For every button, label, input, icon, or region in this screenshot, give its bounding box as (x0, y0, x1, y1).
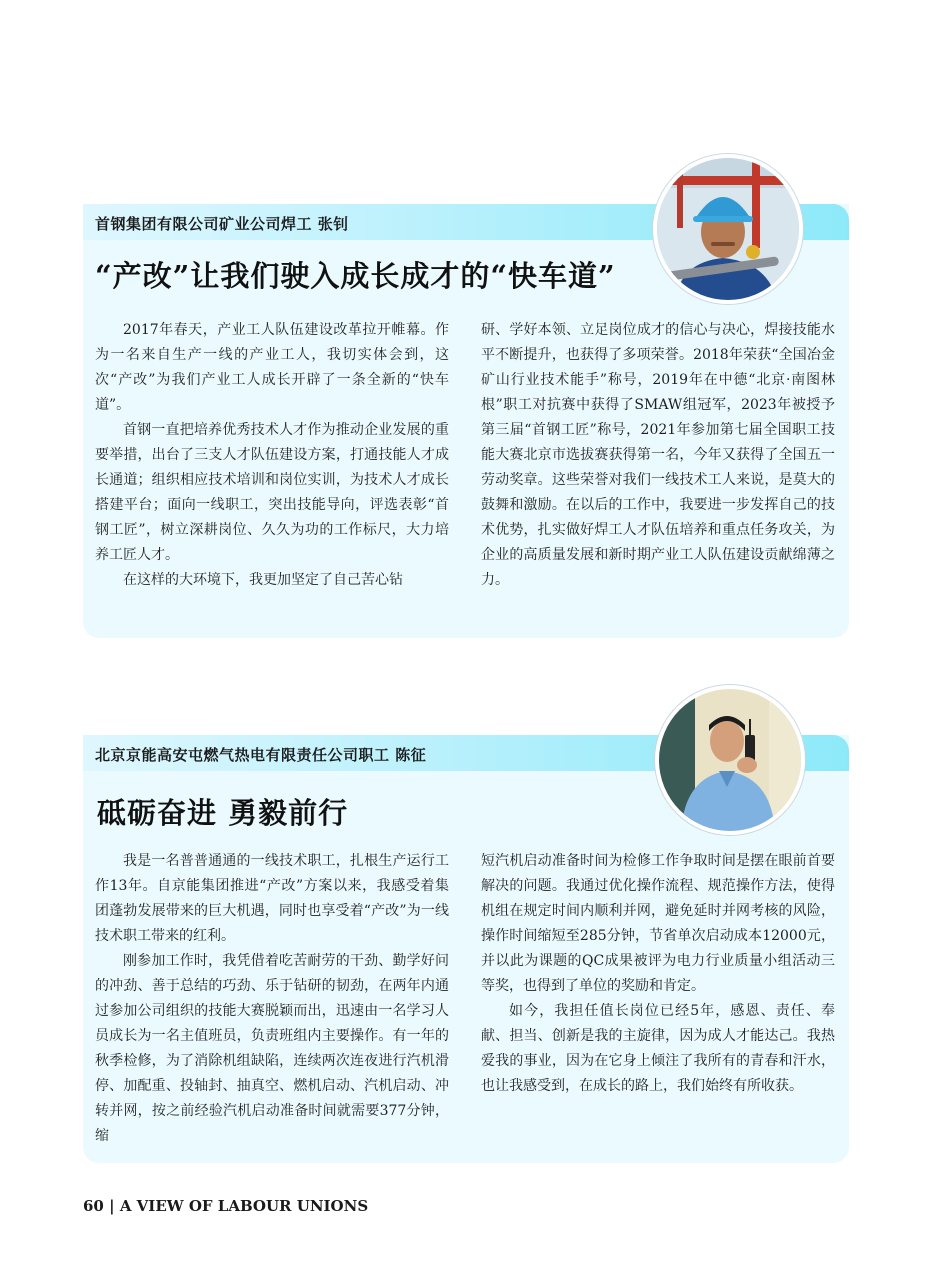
paragraph: 短汽机启动准备时间为检修工作争取时间是摆在眼前首要解决的问题。我通过优化操作流程、规范操作方法，使得机组在规定时间内顺利并网，避免延时并网考核的风险，操作时间缩短至285分钟，节省单次启动成本12000元，并以此为课题的QC成果被评为电力行业质量小组活动三等奖，也得到了单位的奖励和肯定。 (481, 853, 835, 994)
footer-separator: | (109, 1197, 115, 1215)
article-headline: “产改”让我们驶入成长成才的“快车道” (95, 259, 616, 293)
author-photo-operator (655, 685, 805, 835)
paragraph: 如今，我担任值长岗位已经5年，感恩、责任、奉献、担当、创新是我的主旋律，因为成人才能达己。我热爱我的事业，因为在它身上倾注了我所有的青春和汗水，也让我感受到，在成长的路上，我们始终有所收获。 (481, 1003, 835, 1094)
author-line: 首钢集团有限公司矿业公司焊工 张钊 (95, 215, 349, 233)
paragraph: 我是一名普普通通的一线技术职工，扎根生产运行工作13年。自京能集团推进“产改”方案以来，我感受着集团蓬勃发展带来的巨大机遇，同时也享受着“产改”为一线技术职工带来的红利。 (95, 853, 449, 944)
page-footer (83, 1197, 368, 1215)
magazine-name: A VIEW OF LABOUR UNIONS (119, 1197, 369, 1215)
paragraph: 首钢一直把培养优秀技术人才作为推动企业发展的重要举措，出台了三支人才队伍建设方案，打通技能人才成长通道；组织相应技术培训和岗位实训，为技术人才成长搭建平台；面向一线职工，突出技能导向，评选表彰“首钢工匠”，树立深耕岗位、久久为功的工作标尺，大力培养工匠人才。 (95, 422, 449, 563)
left-column (95, 849, 449, 1149)
paragraph: 在这样的大环境下，我更加坚定了自己苦心钻 (123, 572, 403, 588)
right-column (481, 318, 835, 593)
author-line: 北京京能高安屯燃气热电有限责任公司职工 陈征 (95, 746, 427, 764)
paragraph: 2017年春天，产业工人队伍建设改革拉开帷幕。作为一名来自生产一线的产业工人，我切实体会到，这次“产改”为我们产业工人成长开辟了一条全新的“快车道”。 (95, 322, 449, 413)
paragraph: 刚参加工作时，我凭借着吃苦耐劳的干劲、勤学好问的冲劲、善于总结的巧劲、乐于钻研的韧劲，在两年内通过参加公司组织的技能大赛脱颖而出，迅速由一名学习人员成长为一名主值班员，负责班组内主要操作。有一年的秋季检修，为了消除机组缺陷，连续两次连夜进行汽机滑停、加配重、投轴封、抽真空、燃机启动、汽机启动、冲转并网，按之前经验汽机启动准备时间就需要377分钟，缩 (95, 953, 449, 1144)
left-column (95, 318, 449, 593)
paragraph: 研、学好本领、立足岗位成才的信心与决心，焊接技能水平不断提升，也获得了多项荣誉。2018年荣获“全国冶金矿山行业技术能手”称号，2019年在中德“北京·南图林根”职工对抗赛中获得了SMAW组冠军，2023年被授予第三届“首钢工匠”称号，2021年参加第七届全国职工技能大赛北京市选拔赛获得第一名，今年又获得了全国五一劳动奖章。这些荣誉对我们一线技术工人来说，是莫大的鼓舞和激励。在以后的工作中，我要进一步发挥自己的技术优势，扎实做好焊工人才队伍培养和重点任务攻关，为企业的高质量发展和新时期产业工人队伍建设贡献绵薄之力。 (481, 322, 835, 588)
operator-portrait (659, 689, 801, 831)
right-column (481, 849, 835, 1099)
welder-portrait (657, 158, 799, 300)
author-photo-welder (653, 154, 803, 304)
page-number: 60 (83, 1197, 104, 1215)
article-headline: 砥砺奋进 勇毅前行 (97, 796, 349, 830)
